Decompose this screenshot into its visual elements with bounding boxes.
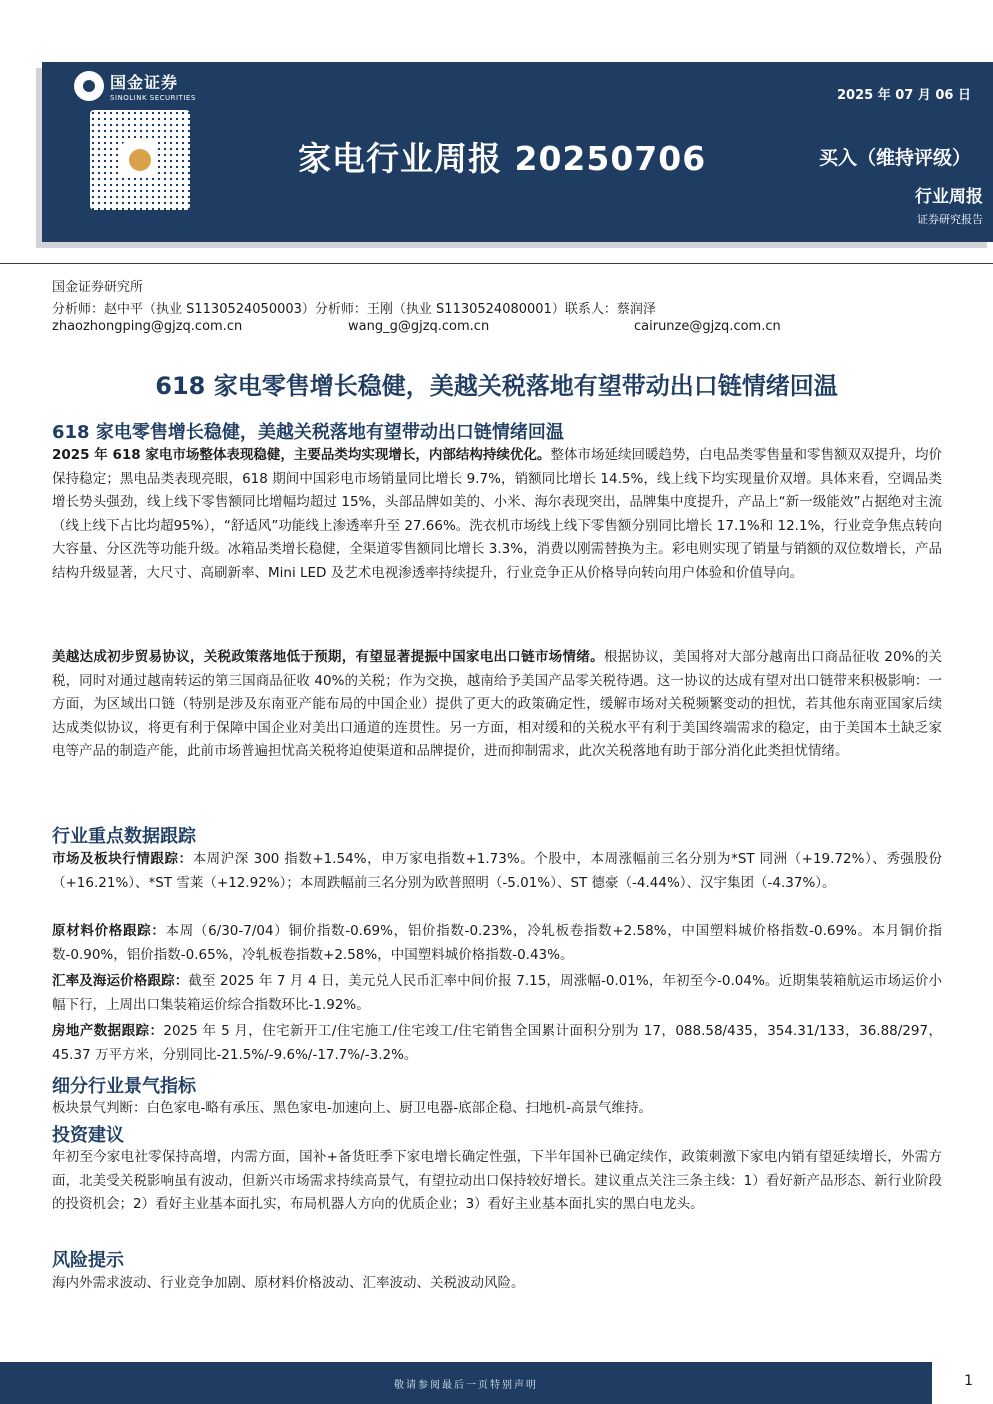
paragraph-fx	[52, 970, 942, 1017]
paragraph-market	[52, 848, 942, 895]
paragraph-property-lead: 房地产数据跟踪：	[52, 1023, 164, 1039]
paragraph-fx-lead: 汇率及海运价格跟踪：	[52, 973, 189, 989]
paragraph-materials-lead: 原材料价格跟踪：	[52, 923, 166, 939]
paragraph-market-body: 本周沪深 300 指数+1.54%，申万家电指数+1.73%。个股中，本周涨幅前三名分别为*ST 同洲（+19.72%）、秀强股份（+16.21%）、*ST 雪莱（+12.92%）；本周跌幅前三名分别为欧普照明（-5.01%）、ST 德豪（-4.44%）、汉宇集团（-4.37%）。	[52, 851, 943, 891]
paragraph-property-body: 2025 年 5 月，住宅新开工/住宅施工/住宅竣工/住宅销售全国累计面积分别为 17，088.58/435，354.31/133，36.88/297，45.37 万平方米，分别同比-21.5%/-9.6%/-17.7%/-3.2%。	[52, 1023, 942, 1063]
report-type: 行业周报	[915, 187, 983, 207]
paragraph-tariff-lead: 美越达成初步贸易协议，关税政策落地低于预期，有望显著提振中国家电出口链市场情绪。	[52, 649, 604, 665]
report-headline: 618 家电零售增长稳健，美越关税落地有望带动出口链情绪回温	[155, 372, 838, 400]
logo-text	[110, 70, 196, 102]
section-title-summary: 618 家电零售增长稳健，美越关税落地有望带动出口链情绪回温	[52, 422, 564, 443]
company-logo	[74, 70, 196, 102]
report-title: 家电行业周报 20250706	[298, 139, 707, 178]
logo-mark-icon	[74, 71, 104, 101]
paragraph-market-lead: 市场及板块行情跟踪：	[52, 851, 193, 867]
qr-logo-icon	[129, 149, 151, 171]
report-subtype: 证券研究报告	[917, 213, 983, 226]
footer-disclaimer-link[interactable]: 敬请参阅最后一页特别声明	[394, 1380, 538, 1391]
paragraph-tariff	[52, 646, 942, 764]
institute-name: 国金证券研究所	[52, 280, 144, 295]
paragraph-tariff-body: 根据协议，美国将对大部分越南出口商品征收 20%的关税，同时对通过越南转运的第三国商品征收 40%的关税；作为交换，越南给予美国产品零关税待遇。这一协议的达成有望对出口链带来积极影响：一方面，为区域出口链（特别是涉及东南亚产能布局的中国企业）提供了更大的政策确定性，缓解市场对关税频繁变动的担忧，若其他东南亚国家后续达成类似协议，将更有利于保障中国企业对美出口通道的连贯性。另一方面，相对缓和的关税水平有利于美国终端需求的稳定，由于美国本土缺乏家电等产品的制造产能，此前市场普遍担忧高关税将迫使渠道和品牌提价，进而抑制需求，此次关税落地有助于部分消化此类担忧情绪。	[52, 649, 942, 759]
author-line: 分析师：赵中平（执业 S1130524050003）分析师：王刚（执业 S1130524080001）联系人：蔡润泽	[52, 302, 656, 317]
paragraph-retail	[52, 444, 942, 585]
qr-code-icon	[90, 110, 190, 210]
paragraph-property	[52, 1020, 942, 1067]
paragraph-advice: 年初至今家电社零保持高增，内需方面，国补+备货旺季下家电增长确定性强，下半年国补已确定续作，政策刺激下家电内销有望延续增长，外需方面，北美受关税影响虽有波动，但新兴市场需求持续高景气，有望拉动出口保持较好增长。建议重点关注三条主线：1）看好新产品形态、新行业阶段的投资机会；2）看好主业基本面扎实，布局机器人方向的优质企业；3）看好主业基本面扎实的黑白电龙头。	[52, 1149, 942, 1212]
paragraph-materials	[52, 920, 942, 967]
email-wang[interactable]: wang_g@gjzq.com.cn	[348, 319, 490, 334]
section-title-indicators: 细分行业景气指标	[52, 1076, 196, 1097]
logo-cn: 国金证券	[110, 73, 179, 92]
paragraph-materials-body: 本周（6/30-7/04）铜价指数-0.69%，铝价指数-0.23%，冷轧板卷指数+2.58%，中国塑料城价格指数-0.69%。本月铜价指数-0.90%，铝价指数-0.65%，冷轧板卷指数+2.58%，中国塑料城价格指数-0.43%。	[52, 923, 943, 963]
section-title-advice: 投资建议	[52, 1125, 124, 1146]
report-date: 2025 年 07 月 06 日	[837, 88, 971, 103]
email-zhao[interactable]: zhaozhongping@gjzq.com.cn	[52, 319, 243, 334]
paragraph-fx-body: 截至 2025 年 7 月 4 日，美元兑人民币汇率中间价报 7.15，周涨幅-0.01%，年初至今-0.04%。近期集装箱航运市场运价小幅下行，上周出口集装箱运价综合指数环比-1.92%。	[52, 973, 943, 1013]
paragraph-retail-lead: 2025 年 618 家电市场整体表现稳健，主要品类均实现增长，内部结构持续优化。	[52, 447, 551, 463]
logo-en: SINOLINK SECURITIES	[110, 94, 196, 102]
qr-center	[122, 142, 158, 178]
section-title-risk: 风险提示	[52, 1250, 124, 1271]
paragraph-indicators: 板块景气判断：白色家电-略有承压、黑色家电-加速向上、厨卫电器-底部企稳、扫地机-高景气维持。	[52, 1100, 652, 1116]
header-divider	[0, 263, 993, 264]
page-number: 1	[964, 1373, 973, 1389]
paragraph-retail-body: 整体市场延续回暖趋势，白电品类零售量和零售额双双提升，均价保持稳定；黑电品类表现亮眼，618 期间中国彩电市场销量同比增长 9.7%，销额同比增长 14.5%，线上线下均实现量价双增。具体来看，空调品类增长势头强劲，线上线下零售额同比增幅均超过 15%，头部品牌如美的、小米、海尔表现突出，品牌集中度提升，产品上“新一级能效”占据绝对主流（线上线下占比均超95%），“舒适风”功能线上渗透率升至 27.66%。洗衣机市场线上线下零售额分别同比增长 17.1%和 12.1%，行业竞争焦点转向大容量、分区洗等功能升级。冰箱品类增长稳健，全渠道零售额同比增长 3.3%，消费以刚需替换为主。彩电则实现了销量与销额的双位数增长，产品结构升级显著，大尺寸、高刷新率、Mini LED 及艺术电视渗透率持续提升，行业竞争正从价格导向转向用户体验和价值导向。	[52, 447, 943, 581]
section-title-data: 行业重点数据跟踪	[52, 826, 196, 847]
email-cai[interactable]: cairunze@gjzq.com.cn	[634, 319, 781, 334]
rating-label: 买入（维持评级）	[818, 147, 971, 169]
paragraph-risk: 海内外需求波动、行业竞争加剧、原材料价格波动、汇率波动、关税波动风险。	[52, 1275, 525, 1291]
